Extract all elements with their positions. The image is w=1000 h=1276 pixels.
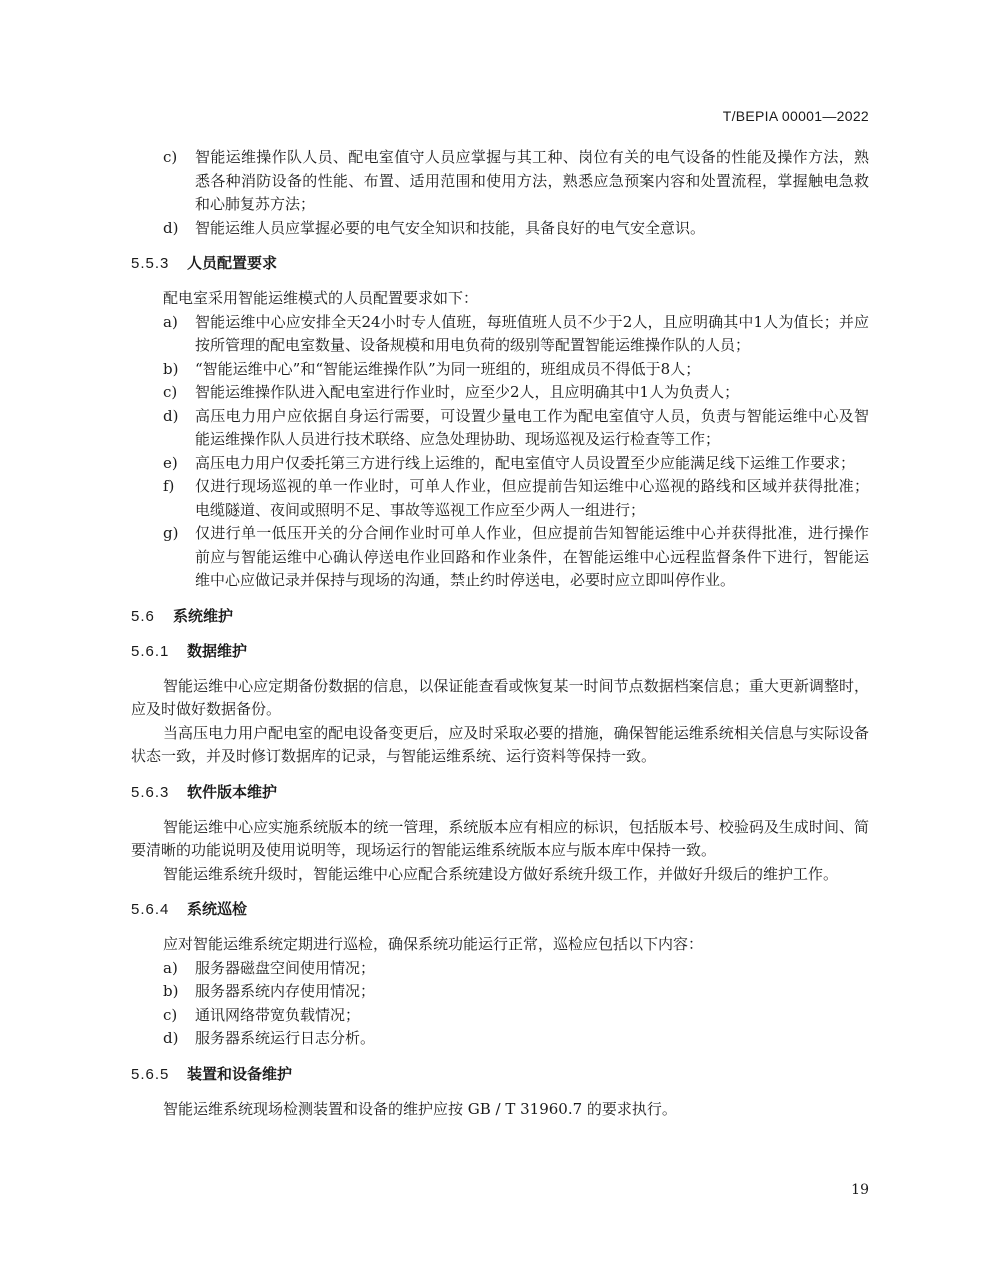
section-number: 5.6 (131, 607, 155, 625)
list-marker: a) (163, 958, 178, 977)
list-item (131, 381, 869, 405)
list-marker: d) (163, 406, 179, 425)
list-text: 通讯网络带宽负载情况； (195, 1005, 361, 1024)
list-item (131, 311, 869, 358)
section-title: 软件版本维护 (187, 783, 278, 801)
page-content (131, 146, 869, 1121)
list-marker: d) (163, 218, 179, 237)
list-marker: a) (163, 312, 178, 331)
list-text: 智能运维中心应安排全天24小时专人值班，每班值班人员不少于2人，且应明确其中1人为值长；并应按所管理的配电室数量、设备规模和用电负荷的级别等配置智能运维操作队的人员； (195, 312, 869, 354)
section-number: 5.5.3 (131, 255, 170, 272)
list-marker: c) (163, 1005, 178, 1024)
list-item (131, 405, 869, 452)
list-item (131, 217, 869, 241)
list-marker: b) (163, 359, 179, 378)
list-item (131, 1004, 869, 1028)
list-item (131, 957, 869, 981)
section-heading-5-6-3 (131, 781, 869, 804)
paragraph: 智能运维中心应实施系统版本的统一管理，系统版本应有相应的标识，包括版本号、校验码及生成时间、简要清晰的功能说明及使用说明等，现场运行的智能运维系统版本应与版本库中保持一致。 (131, 817, 869, 859)
section-title: 系统维护 (173, 607, 234, 625)
paragraph: 智能运维中心应定期备份数据的信息，以保证能查看或恢复某一时间节点数据档案信息；重大更新调整时，应及时做好数据备份。 (131, 676, 869, 718)
section-number: 5.6.4 (131, 901, 170, 918)
list-text: 服务器系统运行日志分析。 (195, 1029, 376, 1047)
list-text: 高压电力用户仅委托第三方进行线上运维的，配电室值守人员设置至少应能满足线下运维工作要求； (195, 453, 856, 472)
list-marker: d) (163, 1029, 179, 1047)
list-text: 智能运维操作队进入配电室进行作业时，应至少2人，且应明确其中1人为负责人； (195, 383, 740, 401)
section-title: 系统巡检 (187, 901, 248, 918)
list-text: 服务器磁盘空间使用情况； (195, 958, 376, 977)
section-title: 人员配置要求 (187, 255, 278, 272)
list-text: 智能运维人员应掌握必要的电气安全知识和技能，具备良好的电气安全意识。 (195, 218, 706, 237)
list-item (131, 475, 869, 522)
section-intro: 智能运维系统现场检测装置和设备的维护应按 GB / T 31960.7 的要求执行。 (163, 1099, 677, 1118)
list-item (131, 358, 869, 382)
list-text: “智能运维中心”和“智能运维操作队”为同一班组的，班组成员不得低于8人； (195, 359, 701, 378)
list-item (131, 146, 869, 217)
list-item (131, 1027, 869, 1051)
paragraph: 当高压电力用户配电室的配电设备变更后，应及时采取必要的措施，确保智能运维系统相关信息与实际设备状态一致，并及时修订数据库的记录，与智能运维系统、运行资料等保持一致。 (131, 723, 869, 765)
section-heading-5-6-4 (131, 898, 869, 921)
list-marker: c) (163, 148, 178, 166)
list-text: 智能运维操作队人员、配电室值守人员应掌握与其工种、岗位有关的电气设备的性能及操作方法，熟悉各种消防设备的性能、布置、适用范围和使用方法，熟悉应急预案内容和处置流程，掌握触电急救和心肺复苏方法； (195, 148, 869, 213)
section-title: 数据维护 (187, 642, 248, 660)
list-marker: e) (163, 453, 178, 472)
list-item (131, 452, 869, 476)
section-heading-5-5-3 (131, 252, 869, 275)
document-id: T/BEPIA 00001—2022 (722, 108, 869, 124)
list-marker: c) (163, 383, 178, 401)
list-text: 服务器系统内存使用情况； (195, 982, 376, 1000)
list-text: 仅进行单一低压开关的分合闸作业时可单人作业，但应提前告知智能运维中心并获得批准，进行操作前应与智能运维中心确认停送电作业回路和作业条件，在智能运维中心远程监督条件下进行，智能运维中心应做记录并保持与现场的沟通，禁止约时停送电，必要时应立即叫停作业。 (195, 524, 869, 589)
list-item (131, 980, 869, 1004)
section-intro: 配电室采用智能运维模式的人员配置要求如下： (163, 289, 479, 307)
list-text: 仅进行现场巡视的单一作业时，可单人作业，但应提前告知运维中心巡视的路线和区域并获得批准；电缆隧道、夜间或照明不足、事故等巡视工作应至少两人一组进行； (195, 477, 869, 519)
list-item (131, 522, 869, 593)
section-heading-5-6-1 (131, 640, 869, 663)
section-number: 5.6.3 (131, 783, 170, 801)
section-heading-5-6 (131, 605, 869, 628)
section-heading-5-6-5 (131, 1063, 869, 1086)
list-marker: f) (163, 477, 175, 495)
section-intro: 应对智能运维系统定期进行巡检，确保系统功能运行正常，巡检应包括以下内容： (163, 935, 704, 953)
list-marker: g) (163, 524, 179, 542)
page-number: 19 (851, 1182, 869, 1198)
list-marker: b) (163, 982, 179, 1000)
paragraph: 智能运维系统升级时，智能运维中心应配合系统建设方做好系统升级工作，并做好升级后的维护工作。 (163, 864, 839, 883)
list-text: 高压电力用户应依据自身运行需要，可设置少量电工作为配电室值守人员，负责与智能运维中心及智能运维操作队人员进行技术联络、应急处理协助、现场巡视及运行检查等工作； (195, 406, 869, 448)
section-number: 5.6.1 (131, 642, 170, 660)
section-number: 5.6.5 (131, 1065, 170, 1083)
section-title: 装置和设备维护 (187, 1065, 293, 1083)
